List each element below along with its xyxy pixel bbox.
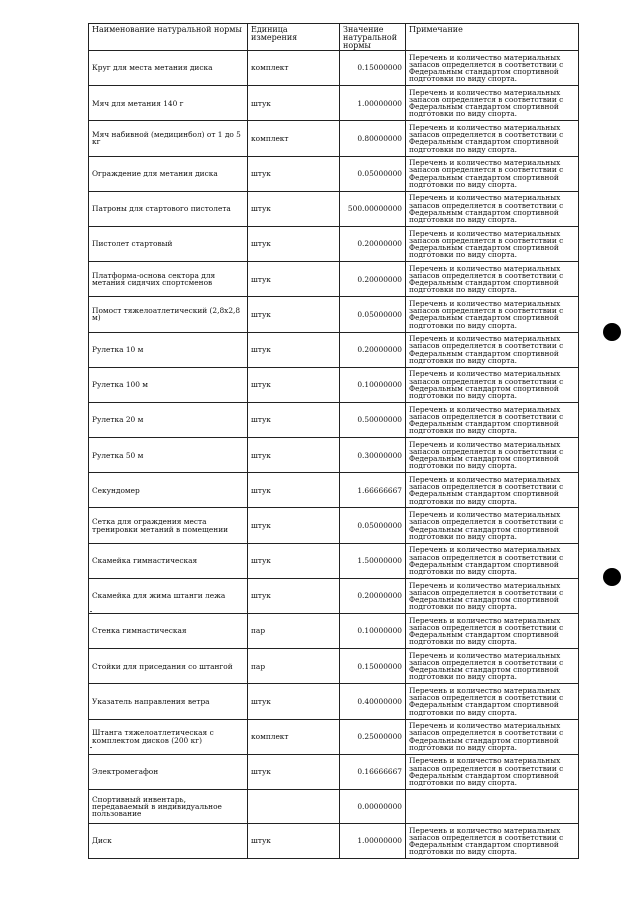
cell-note: Перечень и количество материальных запасов определяется в соответствии с Федеральным стандартом спортивной подготовки по виду спорта. bbox=[406, 121, 579, 156]
norms-table bbox=[88, 23, 579, 859]
scan-speck bbox=[90, 611, 92, 612]
cell-value: 0.80000000 bbox=[340, 121, 406, 156]
cell-name: Рулетка 100 м bbox=[89, 367, 248, 402]
cell-name: Рулетка 50 м bbox=[89, 438, 248, 473]
table-header bbox=[89, 24, 579, 51]
table-row bbox=[89, 508, 579, 543]
cell-name: Мяч для метания 140 г bbox=[89, 86, 248, 121]
cell-unit: штук bbox=[248, 191, 340, 226]
cell-unit: штук bbox=[248, 578, 340, 613]
cell-value: 0.10000000 bbox=[340, 367, 406, 402]
cell-unit: штук bbox=[248, 226, 340, 261]
cell-name: Ограждение для метания диска bbox=[89, 156, 248, 191]
cell-value: 0.05000000 bbox=[340, 156, 406, 191]
cell-value: 0.20000000 bbox=[340, 262, 406, 297]
cell-unit: штук bbox=[248, 684, 340, 719]
cell-name: Рулетка 20 м bbox=[89, 402, 248, 437]
table-row bbox=[89, 438, 579, 473]
table-row bbox=[89, 614, 579, 649]
cell-unit: штук bbox=[248, 508, 340, 543]
cell-unit: комплект bbox=[248, 51, 340, 86]
cell-unit: штук bbox=[248, 402, 340, 437]
cell-unit: штук bbox=[248, 262, 340, 297]
header-unit: Единица измерения bbox=[248, 24, 340, 51]
cell-name: Штанга тяжелоатлетическая с комплектом дисков (200 кг) bbox=[89, 719, 248, 754]
cell-note: Перечень и количество материальных запасов определяется в соответствии с Федеральным стандартом спортивной подготовки по виду спорта. bbox=[406, 51, 579, 86]
cell-value: 0.10000000 bbox=[340, 614, 406, 649]
cell-note: Перечень и количество материальных запасов определяется в соответствии с Федеральным стандартом спортивной подготовки по виду спорта. bbox=[406, 719, 579, 754]
cell-unit: штук bbox=[248, 473, 340, 508]
cell-value: 0.15000000 bbox=[340, 51, 406, 86]
table-row bbox=[89, 121, 579, 156]
table-row bbox=[89, 402, 579, 437]
table-row bbox=[89, 823, 579, 858]
scan-speck bbox=[90, 747, 92, 748]
cell-unit: комплект bbox=[248, 719, 340, 754]
cell-value: 0.16666667 bbox=[340, 754, 406, 789]
table-row bbox=[89, 473, 579, 508]
cell-note: Перечень и количество материальных запасов определяется в соответствии с Федеральным стандартом спортивной подготовки по виду спорта. bbox=[406, 262, 579, 297]
cell-value: 0.20000000 bbox=[340, 578, 406, 613]
cell-value: 0.20000000 bbox=[340, 332, 406, 367]
table-row bbox=[89, 649, 579, 684]
table-row bbox=[89, 332, 579, 367]
table-row bbox=[89, 578, 579, 613]
cell-value: 1.00000000 bbox=[340, 823, 406, 858]
table-row bbox=[89, 789, 579, 823]
cell-name: Помост тяжелоатлетический (2,8х2,8 м) bbox=[89, 297, 248, 332]
cell-name: Круг для места метания диска bbox=[89, 51, 248, 86]
cell-value: 0.15000000 bbox=[340, 649, 406, 684]
header-name: Наименование натуральной нормы bbox=[89, 24, 248, 51]
table-body bbox=[89, 51, 579, 859]
cell-note: Перечень и количество материальных запасов определяется в соответствии с Федеральным стандартом спортивной подготовки по виду спорта. bbox=[406, 578, 579, 613]
cell-name: Стенка гимнастическая bbox=[89, 614, 248, 649]
cell-note: Перечень и количество материальных запасов определяется в соответствии с Федеральным стандартом спортивной подготовки по виду спорта. bbox=[406, 684, 579, 719]
cell-note: Перечень и количество материальных запасов определяется в соответствии с Федеральным стандартом спортивной подготовки по виду спорта. bbox=[406, 86, 579, 121]
cell-unit bbox=[248, 789, 340, 823]
table-row bbox=[89, 156, 579, 191]
table-row bbox=[89, 191, 579, 226]
cell-note: Перечень и количество материальных запасов определяется в соответствии с Федеральным стандартом спортивной подготовки по виду спорта. bbox=[406, 543, 579, 578]
cell-unit: штук bbox=[248, 156, 340, 191]
cell-unit: штук bbox=[248, 543, 340, 578]
cell-value: 0.20000000 bbox=[340, 226, 406, 261]
table-row bbox=[89, 297, 579, 332]
cell-unit: штук bbox=[248, 754, 340, 789]
cell-note: Перечень и количество материальных запасов определяется в соответствии с Федеральным стандартом спортивной подготовки по виду спорта. bbox=[406, 508, 579, 543]
cell-name: Секундомер bbox=[89, 473, 248, 508]
table-row bbox=[89, 543, 579, 578]
cell-note: Перечень и количество материальных запасов определяется в соответствии с Федеральным стандартом спортивной подготовки по виду спорта. bbox=[406, 754, 579, 789]
cell-value: 0.50000000 bbox=[340, 402, 406, 437]
cell-unit: штук bbox=[248, 86, 340, 121]
cell-value: 0.05000000 bbox=[340, 508, 406, 543]
cell-unit: штук bbox=[248, 297, 340, 332]
cell-note: Перечень и количество материальных запасов определяется в соответствии с Федеральным стандартом спортивной подготовки по виду спорта. bbox=[406, 614, 579, 649]
cell-note: Перечень и количество материальных запасов определяется в соответствии с Федеральным стандартом спортивной подготовки по виду спорта. bbox=[406, 297, 579, 332]
cell-name: Стойки для приседания со штангой bbox=[89, 649, 248, 684]
cell-note: Перечень и количество материальных запасов определяется в соответствии с Федеральным стандартом спортивной подготовки по виду спорта. bbox=[406, 191, 579, 226]
cell-name: Патроны для стартового пистолета bbox=[89, 191, 248, 226]
table-row bbox=[89, 367, 579, 402]
cell-unit: штук bbox=[248, 332, 340, 367]
cell-name: Скамейка для жима штанги лежа bbox=[89, 578, 248, 613]
cell-name: Рулетка 10 м bbox=[89, 332, 248, 367]
cell-name: Указатель направления ветра bbox=[89, 684, 248, 719]
table-row bbox=[89, 226, 579, 261]
cell-name: Сетка для ограждения места тренировки метаний в помещении bbox=[89, 508, 248, 543]
header-row bbox=[89, 24, 579, 51]
cell-value: 1.00000000 bbox=[340, 86, 406, 121]
cell-unit: пар bbox=[248, 649, 340, 684]
cell-value: 1.50000000 bbox=[340, 543, 406, 578]
header-value: Значение натуральной нормы bbox=[340, 24, 406, 51]
cell-note: Перечень и количество материальных запасов определяется в соответствии с Федеральным стандартом спортивной подготовки по виду спорта. bbox=[406, 402, 579, 437]
header-note: Примечание bbox=[406, 24, 579, 51]
cell-name: Платформа-основа сектора для метания сидячих спортсменов bbox=[89, 262, 248, 297]
cell-unit: пар bbox=[248, 614, 340, 649]
table-row bbox=[89, 86, 579, 121]
cell-name: Скамейка гимнастическая bbox=[89, 543, 248, 578]
cell-value: 0.00000000 bbox=[340, 789, 406, 823]
cell-name: Спортивный инвентарь, передаваемый в индивидуальное пользование bbox=[89, 789, 248, 823]
cell-name: Мяч набивной (медицинбол) от 1 до 5 кг bbox=[89, 121, 248, 156]
cell-unit: штук bbox=[248, 438, 340, 473]
table-row bbox=[89, 684, 579, 719]
cell-note: Перечень и количество материальных запасов определяется в соответствии с Федеральным стандартом спортивной подготовки по виду спорта. bbox=[406, 823, 579, 858]
table-row bbox=[89, 51, 579, 86]
cell-unit: штук bbox=[248, 823, 340, 858]
cell-name: Электромегафон bbox=[89, 754, 248, 789]
cell-value: 500.00000000 bbox=[340, 191, 406, 226]
punch-hole-top bbox=[603, 323, 621, 341]
punch-hole-bottom bbox=[603, 568, 621, 586]
cell-note bbox=[406, 789, 579, 823]
cell-note: Перечень и количество материальных запасов определяется в соответствии с Федеральным стандартом спортивной подготовки по виду спорта. bbox=[406, 473, 579, 508]
cell-name: Пистолет стартовый bbox=[89, 226, 248, 261]
table-row bbox=[89, 754, 579, 789]
cell-note: Перечень и количество материальных запасов определяется в соответствии с Федеральным стандартом спортивной подготовки по виду спорта. bbox=[406, 438, 579, 473]
cell-note: Перечень и количество материальных запасов определяется в соответствии с Федеральным стандартом спортивной подготовки по виду спорта. bbox=[406, 226, 579, 261]
cell-name: Диск bbox=[89, 823, 248, 858]
table-row bbox=[89, 262, 579, 297]
cell-value: 0.25000000 bbox=[340, 719, 406, 754]
cell-note: Перечень и количество материальных запасов определяется в соответствии с Федеральным стандартом спортивной подготовки по виду спорта. bbox=[406, 332, 579, 367]
cell-unit: штук bbox=[248, 367, 340, 402]
cell-unit: комплект bbox=[248, 121, 340, 156]
cell-value: 0.05000000 bbox=[340, 297, 406, 332]
cell-note: Перечень и количество материальных запасов определяется в соответствии с Федеральным стандартом спортивной подготовки по виду спорта. bbox=[406, 367, 579, 402]
cell-value: 0.30000000 bbox=[340, 438, 406, 473]
table-row bbox=[89, 719, 579, 754]
cell-note: Перечень и количество материальных запасов определяется в соответствии с Федеральным стандартом спортивной подготовки по виду спорта. bbox=[406, 156, 579, 191]
cell-note: Перечень и количество материальных запасов определяется в соответствии с Федеральным стандартом спортивной подготовки по виду спорта. bbox=[406, 649, 579, 684]
cell-value: 0.40000000 bbox=[340, 684, 406, 719]
cell-value: 1.66666667 bbox=[340, 473, 406, 508]
